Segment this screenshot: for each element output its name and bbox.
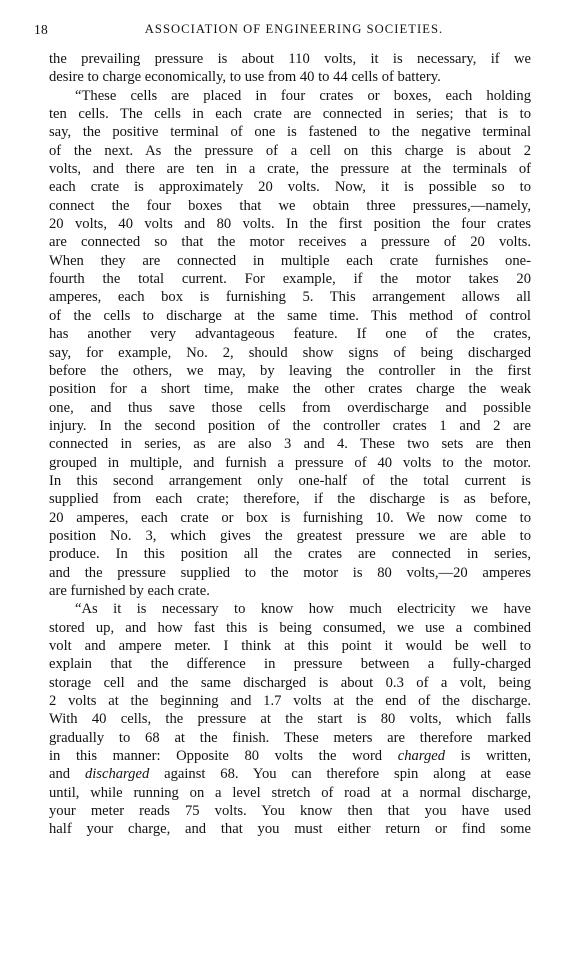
text-line: 20 amperes, each crate or box is furnishing 10. We now come to [49, 509, 531, 526]
text-line: storage cell and the same discharged is about 0.3 of a volt, being [49, 674, 531, 691]
text-line: and the pressure supplied to the motor is 80 volts,—20 amperes [49, 564, 531, 581]
text-line: gradually to 68 at the finish. These meters are therefore marked [49, 729, 531, 746]
text-line: In this second arrangement only one-half of the total current is [49, 472, 531, 489]
text-line: injury. In the second position of the controller crates 1 and 2 are [49, 417, 531, 434]
text-line: half your charge, and that you must either return or find some [49, 821, 531, 838]
text-line: in this manner: Opposite 80 volts the word charged is written, [49, 748, 531, 765]
text-line: connect the four boxes that we obtain three pressures,—namely, [49, 197, 531, 214]
text-line: amperes, each box is furnishing 5. This arrangement allows all [49, 289, 531, 306]
text-line: each crate is approximately 20 volts. Now, it is possible so to [49, 179, 531, 196]
text-line: “As it is necessary to know how much electricity we have [75, 601, 531, 618]
text-line: ten cells. The cells in each crate are connected in series; that is to [49, 106, 531, 123]
text-line: fourth the total current. For example, if the motor takes 20 [49, 271, 531, 288]
text-line: “These cells are placed in four crates or boxes, each holding [75, 87, 531, 104]
text-line: say, the positive terminal of one is fastened to the negative terminal [49, 124, 531, 141]
text-line: 2 volts at the beginning and 1.7 volts at the end of the discharge. [49, 693, 531, 710]
text-line: position No. 3, which gives the greatest pressure we are able to [49, 527, 531, 544]
text-line: connected in series, as are also 3 and 4. These two sets are then [49, 436, 531, 453]
text-line: stored up, and how fast this is being consumed, we use a combined [49, 619, 531, 636]
text-line: 20 volts, 40 volts and 80 volts. In the first position the four crates [49, 216, 531, 233]
running-title: ASSOCIATION OF ENGINEERING SOCIETIES. [144, 22, 444, 36]
text-line: and discharged against 68. You can therefore spin along at ease [49, 766, 531, 783]
text-line: of the next. As the pressure of a cell on this charge is about 2 [49, 142, 531, 159]
text-line: volts, and there are ten in a crate, the pressure at the terminals of [49, 161, 531, 178]
text-line: When they are connected in multiple each crate furnishes one- [49, 252, 531, 269]
text-line: say, for example, No. 2, should show signs of being discharged [49, 344, 531, 361]
text-line: produce. In this position all the crates are connected in series, [49, 546, 531, 563]
text-line: before the others, we may, by leaving the controller in the first [49, 362, 531, 379]
body-text [49, 50, 531, 839]
text-line: your meter reads 75 volts. You know then that you have used [49, 803, 531, 820]
text-line: has another very advantageous feature. If one of the crates, [49, 326, 531, 343]
italic-word: charged [397, 748, 446, 765]
text-line: of the cells to discharge at the same time. This method of control [49, 307, 531, 324]
text-line: volt and ampere meter. I think at this point it would be well to [49, 638, 531, 654]
text-line: explain that the difference in pressure between a fully-charged [49, 656, 531, 673]
text-line: are connected so that the motor receives a pressure of 20 volts. [49, 234, 531, 251]
text-line: grouped in multiple, and furnish a pressure of 40 volts to the motor. [49, 454, 531, 471]
text-line: desire to charge economically, to use from 40 to 44 cells of battery. [49, 69, 441, 86]
text-line: until, while running on a level stretch of road at a normal discharge, [49, 784, 531, 801]
page-number: 18 [34, 22, 49, 37]
text-line: are furnished by each crate. [49, 582, 210, 599]
text-line: supplied from each crate; therefore, if the discharge is as before, [49, 491, 531, 508]
text-line: position for a short time, make the other crates charge the weak [49, 381, 531, 398]
text-line: the prevailing pressure is about 110 volts, it is necessary, if we [49, 51, 531, 67]
page-header [34, 22, 540, 42]
text-line: one, and thus save those cells from overdischarge and possible [49, 399, 531, 416]
text-line: With 40 cells, the pressure at the start is 80 volts, which falls [49, 711, 531, 728]
italic-word: discharged [84, 766, 150, 783]
